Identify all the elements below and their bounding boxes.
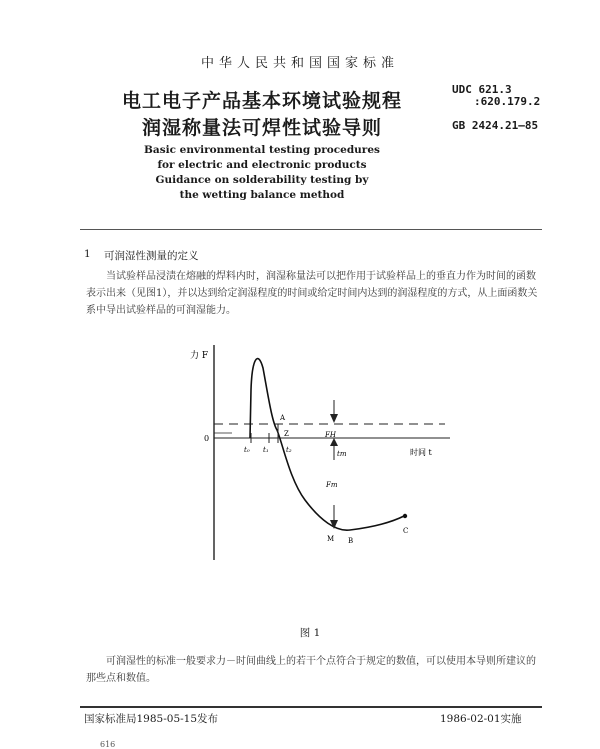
label-t1: t₁ (263, 446, 269, 454)
force-time-curve (250, 359, 404, 531)
udc-line-2: :620.179.2 (474, 95, 541, 108)
label-m: M (327, 535, 335, 543)
footer-divider (80, 706, 542, 708)
section-paragraph: 当试验样品浸渍在熔融的焊料内时，润湿称量法可以把作用于试验样品上的垂直力作为时间的函数表示出来（见图1），并以达到给定润湿程度的时间或给定时间内达到的润湿程度的方式，从上面函数关系中导出试验样品的可润湿能力。 (86, 271, 538, 316)
title-zh-line-1: 电工电子产品基本环境试验规程 (121, 90, 402, 112)
gb-code: GB 2424.21—85 (452, 119, 539, 132)
label-t2: t₂ (286, 446, 292, 454)
footer-effective-date: 1986-02-01实施 (440, 713, 522, 725)
label-fh: FH (325, 431, 336, 439)
label-fm: Fm (326, 481, 338, 489)
footer-issue-date: 国家标准局1985-05-15发布 (84, 713, 219, 725)
title-en-line-2: for electric and electronic products (157, 159, 367, 171)
section-number: 1 (84, 248, 91, 260)
title-en-line-1: Basic environmental testing procedures (144, 144, 380, 156)
y-axis-label: 力 F (190, 351, 209, 361)
page-number: 616 (100, 740, 116, 749)
title-en-line-4: the wetting balance method (179, 189, 345, 201)
label-b: B (348, 537, 354, 545)
title-en-line-3: Guidance on solderability testing by (155, 174, 369, 186)
point-c-marker (403, 514, 407, 518)
label-c: C (403, 527, 409, 535)
fh-arrowhead-lower (330, 438, 338, 446)
origin-label: 0 (204, 434, 210, 443)
standard-header: 中华人民共和国国家标准 (200, 56, 399, 71)
paragraph-2: 可润湿性的标准一般要求力－时间曲线上的若干个点符合于规定的数值，可以使用本导则所建议的那些点和数值。 (86, 656, 536, 684)
x-axis-label: 时间 t (410, 448, 432, 457)
title-zh-line-2: 润湿称量法可焊性试验导则 (141, 117, 382, 139)
udc-line-1: UDC 621.3 (452, 83, 512, 96)
figure-caption: 图 1 (299, 627, 321, 639)
fh-arrowhead (330, 414, 338, 423)
section-title: 可润湿性测量的定义 (104, 250, 199, 262)
label-a: A (280, 414, 286, 422)
label-z: Z (284, 430, 289, 438)
label-t0: t₀ (244, 446, 250, 454)
label-tm: tm (337, 450, 347, 458)
